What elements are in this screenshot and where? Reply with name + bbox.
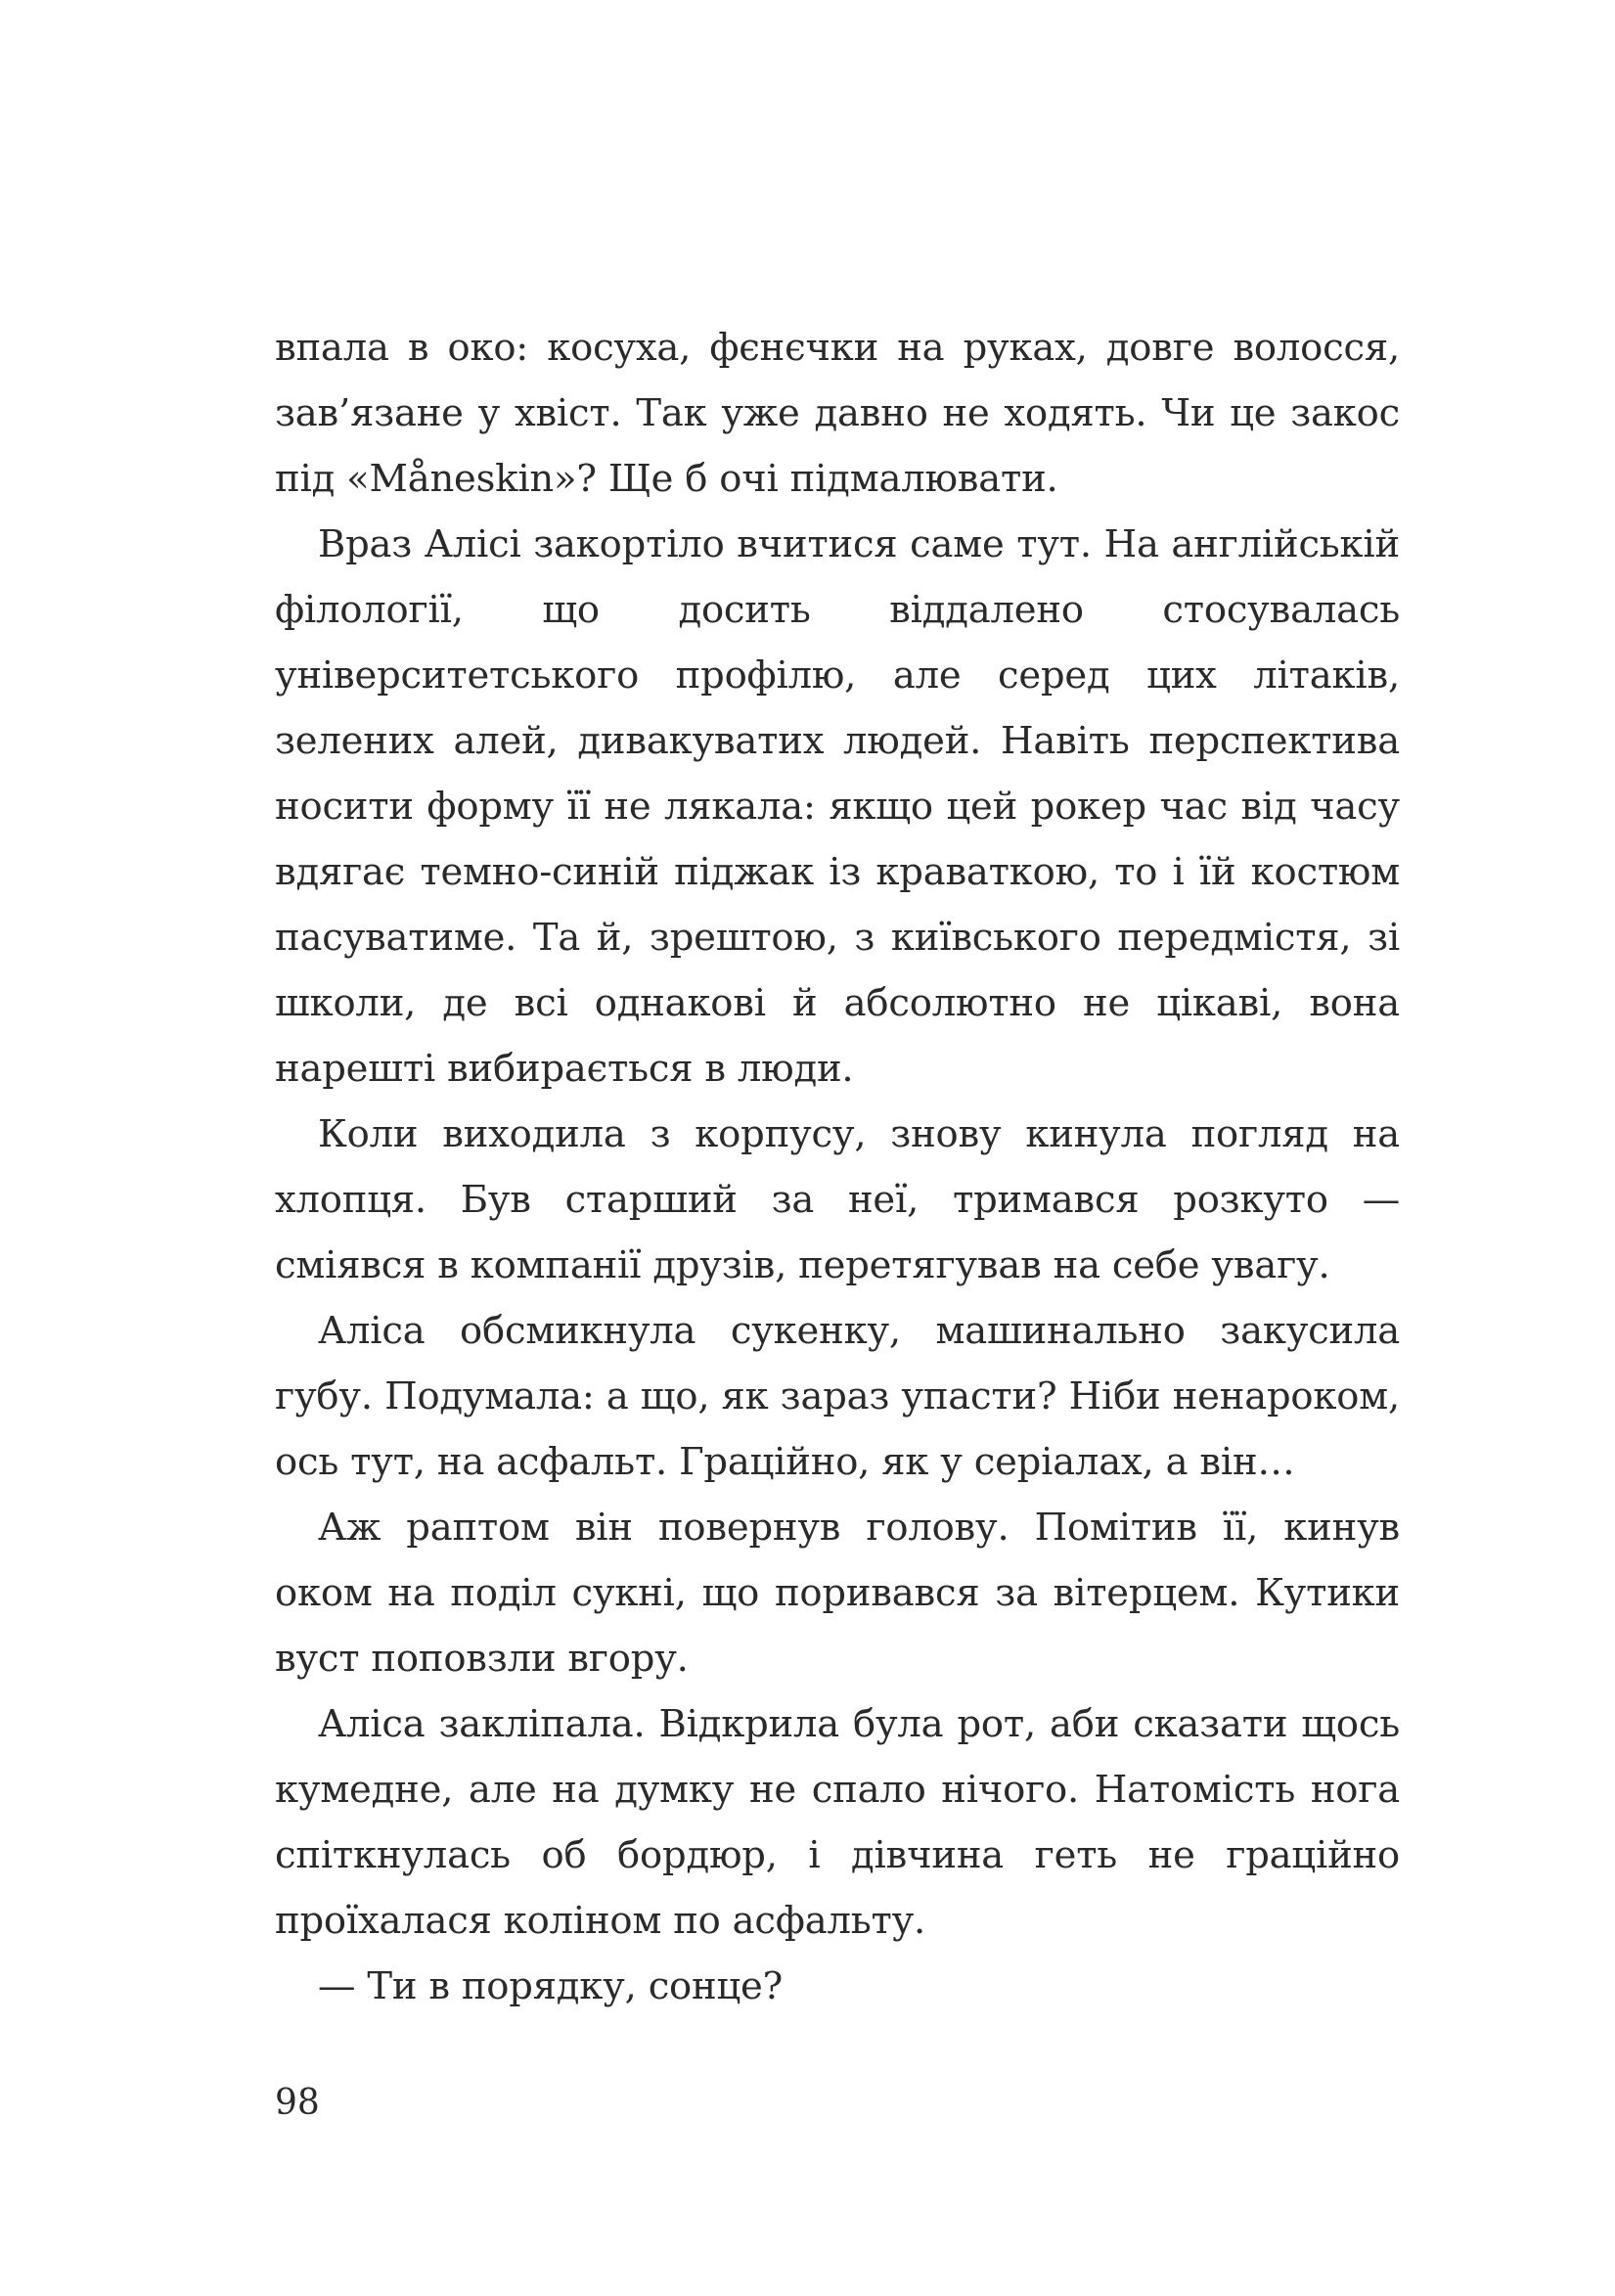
- paragraph-3: Коли виходила з корпусу, знову кинула погляд на хлопця. Був старший за неї, тримався розкуто — сміявся в компанії друзів, перетягував на себе увагу.: [275, 1112, 1400, 1287]
- paragraph-5: Аж раптом він повернув голову. Помітив її, кинув оком на поділ сукні, що поривався за вітерцем. Кутики вуст поповзли вгору.: [275, 1506, 1400, 1681]
- paragraph-1: впала в око: косуха, фєнєчки на руках, довге волосся, зав’язане у хвіст. Так уже давно не ходять. Чи це закос під «Måneskin»? Ще б очі підмалювати.: [275, 326, 1400, 501]
- paragraph-4: Аліса обсмикнула сукенку, машинально закусила губу. Подумала: а що, як зараз упасти? Ніби ненароком, ось тут, на асфальт. Граційно, як у серіалах, а він…: [275, 1309, 1400, 1484]
- page-number: 98: [275, 2083, 320, 2123]
- paragraph-6: Аліса закліпала. Відкрила була рот, аби сказати щось кумедне, але на думку не спало нічого. Натомість нога спіткнулась об бордюр, і дівчина геть не граційно проїхалася коліном по асфальту.: [275, 1702, 1400, 1943]
- page-body: [275, 315, 1400, 2019]
- paragraph-2: Враз Алісі закортіло вчитися саме тут. На англійській філології, що досить віддалено стосувалась університетського профілю, але серед цих літаків, зелених алей, дивакуватих людей. Навіть перспектива носити форму її не лякала: якщо цей рокер час від часу вдягає темно-синій піджак із краваткою, то і їй костюм пасуватиме. Та й, зрештою, з київського передмістя, зі школи, де всі однакові й абсолютно не цікаві, вона нарешті вибирається в люди.: [275, 522, 1400, 1091]
- dialogue-line: — Ти в порядку, сонце?: [318, 1964, 784, 2008]
